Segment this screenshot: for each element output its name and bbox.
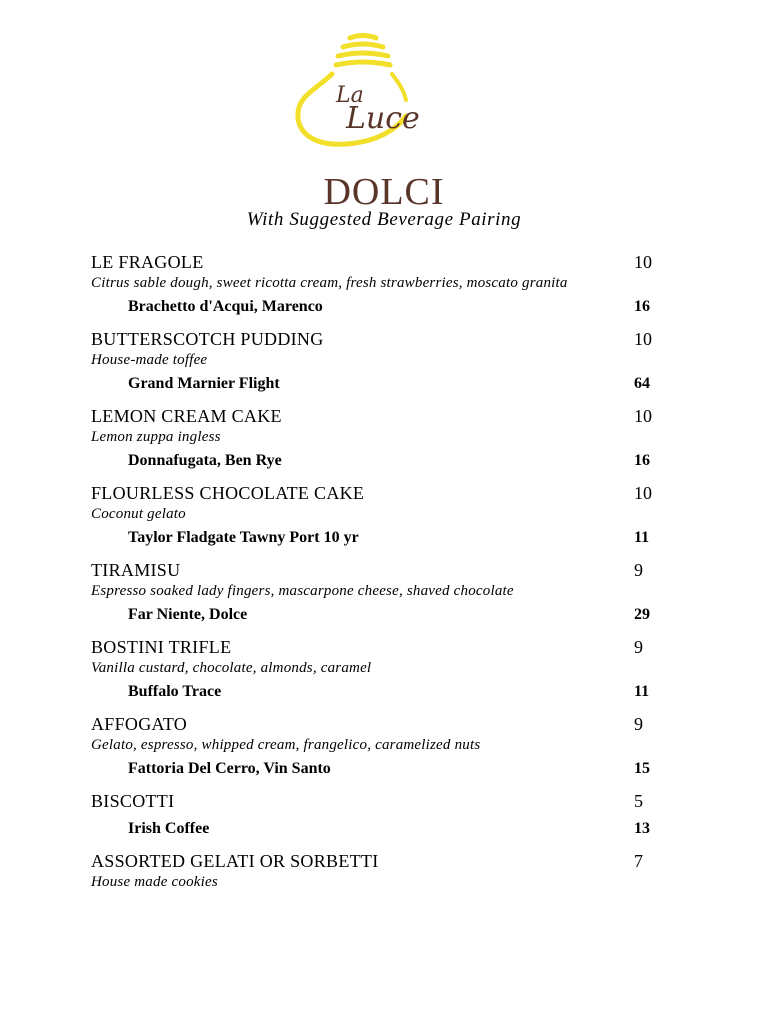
item-price: 10	[634, 329, 652, 349]
page-subtitle: With Suggested Beverage Pairing	[246, 209, 522, 230]
dessert-menu	[91, 250, 691, 898]
item-name: ASSORTED GELATI OR SORBETTI	[91, 851, 379, 871]
pairing-name: Taylor Fladgate Tawny Port 10 yr	[128, 529, 359, 546]
pairing-price: 11	[634, 683, 650, 700]
pairing-name: Brachetto d'Acqui, Marenco	[128, 298, 323, 315]
menu-item	[91, 327, 691, 396]
item-description: House-made toffee	[91, 352, 208, 368]
pairing-price: 64	[634, 375, 650, 392]
pairing-name: Grand Marnier Flight	[128, 375, 280, 392]
item-name: BUTTERSCOTCH PUDDING	[91, 329, 324, 349]
item-description: House made cookies	[91, 874, 218, 890]
item-price: 5	[634, 791, 643, 811]
item-price: 10	[634, 406, 652, 426]
menu-item	[91, 712, 691, 781]
page-title: DOLCI	[323, 171, 445, 213]
menu-item	[91, 789, 691, 841]
item-name: BOSTINI TRIFLE	[91, 637, 232, 657]
pairing-price: 16	[634, 452, 650, 469]
pairing-price: 13	[634, 820, 650, 837]
item-description: Gelato, espresso, whipped cream, frangelico, caramelized nuts	[91, 737, 481, 753]
item-price: 9	[634, 637, 643, 657]
pairing-price: 16	[634, 298, 650, 315]
pairing-price: 29	[634, 606, 650, 623]
pairing-name: Far Niente, Dolce	[128, 606, 248, 623]
la-luce-logo	[288, 30, 478, 148]
svg-text:La: La	[336, 83, 364, 108]
menu-item	[91, 250, 691, 319]
item-description: Coconut gelato	[91, 506, 186, 522]
item-name: FLOURLESS CHOCOLATE CAKE	[91, 483, 365, 503]
pairing-name: Irish Coffee	[128, 820, 210, 837]
item-description: Vanilla custard, chocolate, almonds, caramel	[91, 660, 372, 676]
lightbulb-logo-icon	[288, 30, 478, 148]
menu-item	[91, 635, 691, 704]
svg-text:Luce: Luce	[346, 101, 420, 136]
item-description: Citrus sable dough, sweet ricotta cream, fresh strawberries, moscato granita	[91, 275, 568, 291]
item-name: AFFOGATO	[91, 714, 188, 734]
item-name: LE FRAGOLE	[91, 252, 204, 272]
pairing-price: 15	[634, 760, 650, 777]
pairing-name: Buffalo Trace	[128, 683, 222, 700]
menu-item	[91, 481, 691, 550]
item-price: 10	[634, 252, 652, 272]
item-price: 9	[634, 714, 643, 734]
pairing-price: 11	[634, 529, 650, 546]
pairing-name: Fattoria Del Cerro, Vin Santo	[128, 760, 331, 777]
menu-item	[91, 849, 691, 890]
item-description: Lemon zuppa ingless	[91, 429, 221, 445]
item-name: LEMON CREAM CAKE	[91, 406, 282, 426]
item-name: BISCOTTI	[91, 791, 175, 811]
menu-item	[91, 404, 691, 473]
pairing-name: Donnafugata, Ben Rye	[128, 452, 282, 469]
menu-item	[91, 558, 691, 627]
item-price: 9	[634, 560, 643, 580]
item-price: 7	[634, 851, 643, 871]
item-description: Espresso soaked lady fingers, mascarpone cheese, shaved chocolate	[91, 583, 514, 599]
item-price: 10	[634, 483, 652, 503]
item-name: TIRAMISU	[91, 560, 181, 580]
